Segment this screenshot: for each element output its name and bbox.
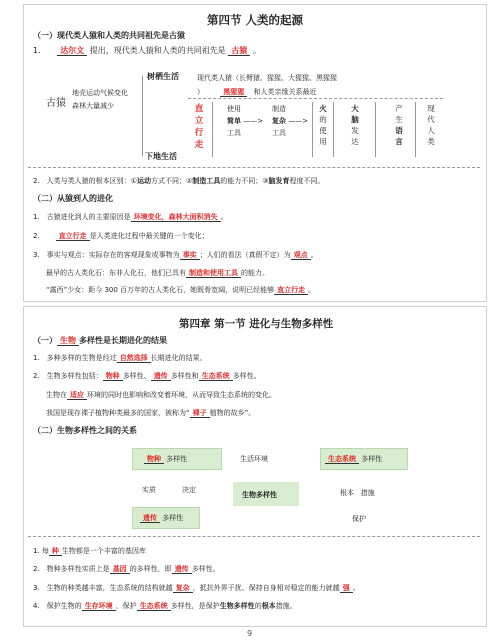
- section-title-origin: 第四节 人类的起源: [207, 13, 304, 27]
- heading-ape-to-human: （二）从猿到人的进化: [33, 194, 113, 203]
- b-q4-gymnosperm: 我国是现存裸子植物种类最多的国家，被称为“ 裸子 植物的故乡”。: [46, 409, 256, 417]
- answer-natural-selection: 自然选择: [117, 354, 151, 363]
- answer-ecosystem-2: 生态系统: [137, 602, 171, 611]
- cause-crust-movement: 地壳运动气候变化: [72, 89, 128, 97]
- answer-ancient-ape: 古猿: [228, 46, 250, 56]
- step-divider-5: [415, 102, 416, 157]
- answer-environment-change: 环境变化，森林大面积消失: [131, 213, 221, 222]
- answer-gymnosperm: 裸子: [190, 409, 210, 418]
- answer-upright-walking-2: 直立行走: [274, 286, 308, 295]
- b-q3-adapt: 生物在 适应 环境的同时也影响和改变着环境，从而导致生态系统的变化。: [46, 391, 276, 399]
- label-root-measure: 根本 措施: [340, 489, 375, 497]
- box-biodiversity-center-label: 生物多样性: [242, 491, 277, 499]
- box-species-diversity-label: 物种 多样性: [144, 454, 187, 464]
- label-living-environment: 生活环境: [240, 455, 268, 463]
- box-genetic-diversity-label: 遗传 多样性: [140, 513, 183, 523]
- page-number: 9: [247, 629, 253, 638]
- step-tools-2: 工具: [272, 129, 286, 137]
- step-divider-2: [312, 102, 313, 157]
- step-tools-1: 工具: [227, 129, 241, 137]
- answer-adapt: 适应: [67, 391, 87, 400]
- answer-upright-walking: 直立行走: [56, 232, 90, 241]
- diagram-separator: [188, 98, 443, 99]
- step-upright-walking: 直 立 行 走: [194, 104, 204, 150]
- answer-gene: 基因: [110, 565, 130, 574]
- answer-complex: 复杂: [173, 584, 193, 593]
- b-q1-natural-selection: 1. 多种多样的生物是经过 自然选择 长期进化的结果。: [33, 354, 207, 362]
- step-make-label: 制造: [272, 105, 286, 113]
- q2-fundamental-difference: 2. 人类与类人猿的根本区别：①运动方式不同；②制造工具的能力不同；③脑发育程度不同。: [33, 177, 325, 185]
- p1-main-reason: 1. 古猿进化到人的主要原因是 环境变化，森林大面积消失 。: [33, 213, 228, 221]
- cause-forest-decrease: 森林大量减少: [72, 102, 114, 110]
- step-use-simple: 简单 ——>: [227, 117, 264, 125]
- answer-chimpanzee: 黑猩猩: [220, 88, 247, 97]
- answer-darwin: 达尔文: [57, 46, 87, 56]
- answer-species: 物种: [103, 372, 123, 381]
- r1-gene-pool: 1. 每 种 生物都是一个丰富的基因库: [33, 547, 146, 555]
- q1-text: 提出，现代类人猿和人类的共同祖先是: [89, 46, 226, 55]
- q1-number: 1.: [33, 46, 41, 55]
- answer-organism: 生物: [57, 336, 79, 346]
- label-protect: 保护: [352, 515, 366, 523]
- q1-darwin: 1. 达尔文 提出，现代类人猿和人类的共同祖先是 古猿 。: [33, 46, 261, 55]
- b-q2-biodiversity-includes: 2. 生物多样性包括： 物种 多样性、 遗传 多样性和 生态系统 多样性。: [33, 372, 261, 380]
- step-modern-human: 现 代 人 类: [427, 104, 435, 146]
- answer-kind: 种: [49, 547, 62, 556]
- answer-strong: 强: [340, 584, 353, 593]
- r3-ecosystem-stability: 3. 生物的种类越丰富，生态系统的结构就越 复杂 ，抵抗外界干扰、保持自身相对稳定的能力就越 强 。: [33, 584, 360, 592]
- p5-lucy: “露西”少女：距今 300 百万年的古人类化石，她既骨宽阔，说明已经能够 直立行走 。: [46, 286, 316, 294]
- answer-genetic: 遗传: [151, 372, 171, 381]
- step-divider-4: [375, 102, 376, 157]
- label-determine: 决定: [182, 486, 196, 494]
- step-brain-developed: 大 脑 发 达: [351, 104, 359, 146]
- p3-fact-opinion: 3. 事实与观点：实际存在的客观现象或事物为 事实 ；人们的看法（真假不定）为 观点 。: [33, 251, 318, 259]
- branch-tree-life: 树栖生活: [147, 72, 179, 81]
- box-ecosystem-diversity-label: 生态系统 多样性: [325, 454, 382, 464]
- answer-opinion: 观点: [291, 251, 311, 260]
- diagram-bracket: [142, 76, 143, 156]
- step-make-complex: 复杂 ——>: [272, 117, 309, 125]
- answer-ecosystem: 生态系统: [199, 372, 233, 381]
- modern-apes-text-2: ） 黑猩猩 和人类亲缘关系最近: [197, 88, 317, 96]
- answer-living-environment: 生存环境: [82, 602, 116, 611]
- section2-divider: [28, 536, 480, 537]
- p4-east-african-fossil: 最早的古人类化石：东非人化石，他们已具有 制造和使用工具 的能力。: [46, 269, 269, 277]
- r2-species-gene: 2. 物种多样性实质上是 基因 的多样性，即 遗传 多样性。: [33, 565, 220, 573]
- answer-fact: 事实: [180, 251, 200, 260]
- step-use-label: 使用: [227, 105, 241, 113]
- p2-upright-walking: 2. 直立行走 是人类进化过程中最关键的一个变化；: [33, 232, 209, 240]
- answer-genetic-2: 遗传: [172, 565, 192, 574]
- label-essence: 实质: [142, 486, 156, 494]
- branch-ground-life: 下地生活: [145, 152, 177, 161]
- diagram-root-ancient-ape: 古猿: [46, 98, 66, 109]
- section1-divider-1: [28, 167, 480, 168]
- step-divider-3: [333, 102, 334, 157]
- step-divider-1: [212, 102, 213, 157]
- answer-make-use-tools: 制造和使用工具: [186, 269, 241, 278]
- heading-common-ancestor: （一）现代类人猿和人类的共同祖先是古猿: [33, 31, 185, 40]
- section-title-biodiversity: 第四章 第一节 进化与生物多样性: [179, 318, 334, 330]
- heading-biodiversity-result: （一） 生物 多样性是长期进化的结果: [33, 336, 167, 345]
- modern-apes-text: 现代类人猿（长臂猿、猩猩、大猩猩、黑猩猩: [197, 74, 337, 82]
- step-language: 产 生 语 言: [395, 104, 403, 146]
- heading-biodiversity-relations: （二）生物多样性之间的关系: [33, 426, 137, 435]
- step-fire-use: 火 的 使 用: [319, 104, 327, 146]
- r4-protection-measure: 4. 保护生物的 生存环境 ，保护 生态系统 多样性，是保护生物多样性的根本措施。: [33, 602, 297, 610]
